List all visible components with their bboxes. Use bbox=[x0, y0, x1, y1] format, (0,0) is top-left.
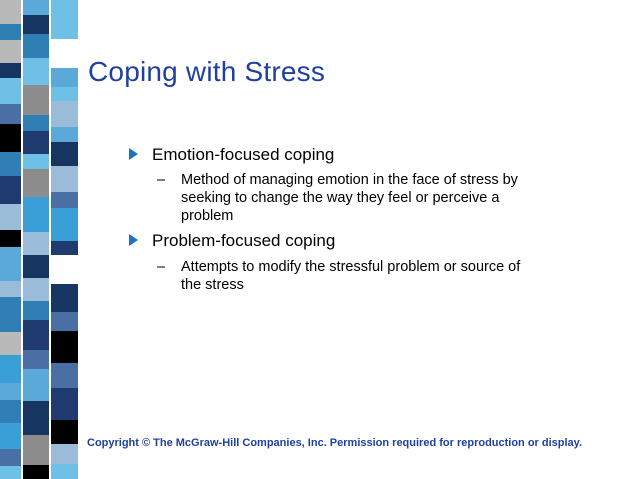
stripe-block bbox=[50, 241, 78, 255]
triangle-bullet-icon bbox=[129, 234, 138, 246]
stripe-block bbox=[0, 281, 22, 297]
stripe-block bbox=[50, 192, 78, 208]
decorative-stripe-graphic bbox=[0, 0, 78, 479]
stripe-block bbox=[22, 115, 50, 131]
stripe-block bbox=[50, 284, 78, 312]
stripe-block bbox=[50, 312, 78, 331]
triangle-bullet-icon bbox=[129, 148, 138, 160]
stripe-block bbox=[0, 176, 22, 204]
sub-bullet-text: Attempts to modify the stressful problem or source of the stress bbox=[181, 259, 521, 293]
stripe-block bbox=[0, 152, 22, 176]
stripe-block bbox=[22, 58, 50, 85]
stripe-block bbox=[50, 0, 78, 21]
stripe-block bbox=[0, 204, 22, 230]
dash-bullet: – bbox=[157, 259, 166, 275]
stripe-block bbox=[22, 232, 50, 255]
stripe-block bbox=[50, 208, 78, 241]
stripe-block bbox=[0, 449, 22, 466]
stripe-block bbox=[22, 15, 50, 34]
stripe-block bbox=[22, 350, 50, 369]
stripe-block bbox=[0, 104, 22, 124]
stripe-block bbox=[22, 154, 50, 169]
stripe-block bbox=[0, 230, 22, 247]
stripe-block bbox=[0, 297, 22, 332]
stripe-block bbox=[50, 388, 78, 420]
stripe-block bbox=[50, 87, 78, 101]
stripe-divider bbox=[49, 0, 51, 479]
stripe-block bbox=[0, 124, 22, 152]
stripe-block bbox=[50, 21, 78, 39]
stripe-block bbox=[22, 320, 50, 350]
stripe-block bbox=[50, 142, 78, 166]
stripe-block bbox=[0, 0, 22, 24]
stripe-block bbox=[0, 247, 22, 281]
stripe-block bbox=[0, 383, 22, 400]
stripe-block bbox=[22, 401, 50, 435]
stripe-block bbox=[22, 0, 50, 15]
stripe-divider bbox=[21, 0, 23, 479]
bullet-label: Emotion-focused coping bbox=[152, 145, 335, 164]
stripe-block bbox=[50, 464, 78, 479]
stripe-block bbox=[22, 85, 50, 115]
stripe-block bbox=[22, 169, 50, 197]
dash-bullet: – bbox=[157, 172, 166, 188]
stripe-block bbox=[50, 101, 78, 127]
stripe-block bbox=[22, 255, 50, 278]
stripe-block bbox=[0, 400, 22, 423]
stripe-block bbox=[22, 301, 50, 320]
stripe-block bbox=[0, 40, 22, 63]
stripe-block bbox=[0, 423, 22, 449]
stripe-block bbox=[50, 348, 78, 363]
stripe-block bbox=[22, 131, 50, 154]
stripe-block bbox=[0, 24, 22, 40]
bullet-label: Problem-focused coping bbox=[152, 231, 336, 250]
stripe-block bbox=[22, 465, 50, 479]
stripe-block bbox=[50, 331, 78, 348]
stripe-block bbox=[50, 420, 78, 444]
stripe-block bbox=[50, 166, 78, 192]
stripe-block bbox=[22, 278, 50, 301]
stripe-block bbox=[0, 63, 22, 78]
stripe-block bbox=[0, 78, 22, 104]
stripe-block bbox=[22, 435, 50, 465]
stripe-block bbox=[50, 444, 78, 464]
stripe-block bbox=[50, 39, 78, 68]
stripe-block bbox=[50, 255, 78, 284]
stripe-block bbox=[22, 197, 50, 232]
stripe-block bbox=[0, 355, 22, 383]
stripe-block bbox=[22, 34, 50, 58]
sub-bullet-text: Method of managing emotion in the face of stress by seeking to change the way they feel or perceive a problem bbox=[181, 172, 518, 224]
slide-title: Coping with Stress bbox=[88, 56, 326, 87]
stripe-block bbox=[0, 466, 22, 479]
stripe-block bbox=[50, 363, 78, 388]
stripe-block bbox=[22, 369, 50, 401]
copyright-notice: Copyright © The McGraw-Hill Companies, Inc. Permission required for reproduction or display. bbox=[87, 437, 583, 449]
decorative-stripe bbox=[0, 0, 78, 479]
stripe-block bbox=[50, 68, 78, 87]
stripe-block bbox=[0, 332, 22, 355]
stripe-block bbox=[50, 127, 78, 142]
